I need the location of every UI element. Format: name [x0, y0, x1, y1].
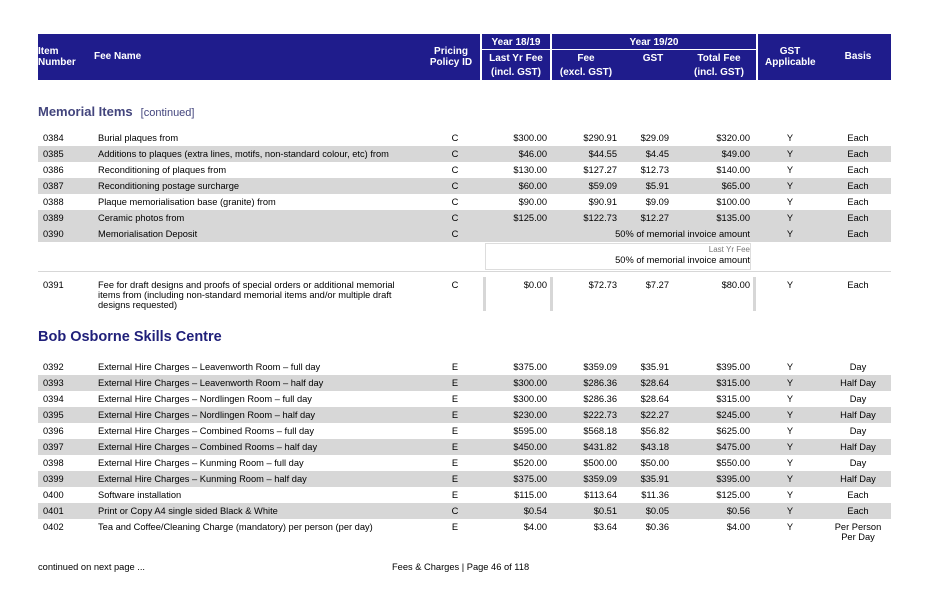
total-fee: $315.00	[716, 378, 750, 388]
gst-amount: $0.36	[645, 522, 669, 532]
total-fee: $0.56	[726, 506, 750, 516]
total-fee: $140.00	[716, 165, 750, 175]
gst-applicable: Y	[786, 474, 794, 484]
table-row	[38, 359, 891, 375]
item-number: 0401	[43, 506, 64, 516]
total-fee: $320.00	[716, 133, 750, 143]
basis: Half Day	[840, 442, 876, 452]
fee-name: External Hire Charges – Leavenworth Room – half day	[98, 378, 324, 388]
gst-applicable: Y	[786, 149, 794, 159]
last-year-fee: $375.00	[513, 474, 547, 484]
gst-amount: $56.82	[640, 426, 669, 436]
pricing-policy: E	[451, 394, 459, 404]
header-gst-applicable	[760, 46, 820, 68]
item-number: 0398	[43, 458, 64, 468]
basis: Each	[847, 133, 869, 143]
fee-name: External Hire Charges – Nordlingen Room – full day	[98, 394, 312, 404]
basis: Each	[847, 165, 869, 175]
total-fee: $135.00	[716, 213, 750, 223]
total-fee: $395.00	[716, 474, 750, 484]
last-year-fee: $520.00	[513, 458, 547, 468]
total-fee: $625.00	[716, 426, 750, 436]
fee-name: Ceramic photos from	[98, 213, 185, 223]
gst-amount: $4.45	[645, 149, 669, 159]
fee-excl-gst: $113.64	[584, 490, 617, 500]
header-separator	[756, 34, 758, 80]
gst-amount: $28.64	[640, 394, 669, 404]
item-number: 0402	[43, 522, 64, 532]
fee-excl-gst: $500.00	[583, 458, 617, 468]
table-row	[38, 146, 891, 162]
gst-applicable: Y	[786, 394, 794, 404]
basis-line: Per Day	[841, 532, 875, 542]
gst-amount: $28.64	[640, 378, 669, 388]
gst-amount: $12.73	[640, 165, 669, 175]
last-year-fee: $46.00	[518, 149, 547, 159]
fee-excl-gst: $0.51	[593, 506, 617, 516]
fee-excl-gst: $286.36	[583, 394, 617, 404]
gst-applicable: Y	[786, 165, 794, 175]
gst-amount: $11.36	[641, 490, 669, 500]
header-item-number	[38, 46, 78, 68]
last-year-fee: $375.00	[513, 362, 547, 372]
pricing-policy: E	[451, 426, 459, 436]
basis: Each	[847, 229, 869, 239]
fee-excl-gst: $290.91	[583, 133, 617, 143]
pricing-policy: C	[451, 133, 459, 143]
draft-block	[38, 277, 891, 317]
gst-applicable: Y	[786, 362, 794, 372]
fee-excl-gst: $222.73	[583, 410, 617, 420]
section-title-text: Memorial Items	[38, 104, 133, 119]
table-row	[38, 391, 891, 407]
gst-applicable: Y	[786, 426, 794, 436]
basis: Day	[849, 394, 867, 404]
header-fee: Fee	[577, 53, 595, 64]
item-number: 0385	[43, 149, 64, 159]
gst-amount: $50.00	[640, 458, 669, 468]
basis: Each	[847, 213, 869, 223]
gst-applicable: Y	[786, 197, 794, 207]
last-year-amount: 50% of memorial invoice amount	[615, 255, 750, 265]
gst-applicable: Y	[786, 213, 794, 223]
header-excl-gst: (excl. GST)	[559, 67, 613, 78]
header-total-incl-gst: (incl. GST)	[694, 67, 744, 78]
pricing-policy: C	[451, 165, 459, 175]
last-row-block	[38, 519, 891, 545]
basis-line: Per Person	[834, 522, 882, 532]
fee-name: External Hire Charges – Kunming Room – full day	[98, 458, 304, 468]
total-fee: $395.00	[716, 362, 750, 372]
fee-name: Additions to plaques (extra lines, motifs, non-standard colour, etc) from	[98, 149, 389, 159]
header-last-yr-fee: Last Yr Fee	[489, 53, 543, 64]
header-last-incl-gst: (incl. GST)	[491, 67, 541, 78]
header-item-number-label: Item Number	[38, 46, 76, 68]
last-year-fee: $0.00	[523, 280, 547, 290]
table-row	[38, 519, 891, 545]
item-number: 0388	[43, 197, 64, 207]
fee-name: External Hire Charges – Nordlingen Room – half day	[98, 410, 316, 420]
last-year-fee: $300.00	[513, 378, 547, 388]
basis: Each	[847, 181, 869, 191]
section-continued-label: [continued]	[140, 107, 195, 119]
gst-amount: $9.09	[645, 197, 669, 207]
deposit-block	[38, 226, 891, 272]
basis: Each	[847, 506, 869, 516]
header-basis: Basis	[844, 51, 872, 62]
fee-name: Reconditioning of plaques from	[98, 165, 227, 175]
table-row	[38, 178, 891, 194]
gst-applicable: Y	[786, 522, 794, 532]
fee-name-line: Fee for draft designs and proofs of special orders or additional memorial	[98, 280, 395, 290]
gst-applicable: Y	[786, 490, 794, 500]
last-year-fee: $125.00	[513, 213, 547, 223]
header-year-1819: Year 18/19	[491, 37, 541, 48]
item-number: 0395	[43, 410, 64, 420]
skills-centre-table	[38, 359, 891, 519]
header-fee-name: Fee Name	[94, 51, 142, 62]
last-year-fee: $300.00	[513, 394, 547, 404]
total-fee: $475.00	[716, 442, 750, 452]
fee-name: External Hire Charges – Combined Rooms – full day	[98, 426, 314, 436]
total-fee: $80.00	[721, 280, 750, 290]
item-number: 0397	[43, 442, 64, 452]
pricing-policy: E	[451, 522, 459, 532]
fee-excl-gst: $122.73	[583, 213, 617, 223]
total-fee: $245.00	[716, 410, 750, 420]
gst-applicable: Y	[786, 133, 794, 143]
fee-name: External Hire Charges – Leavenworth Room – full day	[98, 362, 321, 372]
table-row	[38, 439, 891, 455]
basis: Each	[847, 149, 869, 159]
pricing-policy: E	[451, 474, 459, 484]
pricing-policy: E	[451, 378, 459, 388]
gst-applicable: Y	[786, 458, 794, 468]
gst-applicable: Y	[786, 229, 794, 239]
fee-excl-gst: $431.82	[583, 442, 617, 452]
pricing-policy: C	[451, 197, 459, 207]
table-row	[38, 130, 891, 146]
fee-name: Software installation	[98, 490, 182, 500]
fee-name: Print or Copy A4 single sided Black & White	[98, 506, 278, 516]
last-year-fee: $595.00	[513, 426, 547, 436]
gst-amount: $35.91	[640, 362, 669, 372]
fee-excl-gst: $59.09	[588, 181, 617, 191]
table-header	[38, 34, 891, 80]
item-number: 0391	[43, 280, 64, 290]
fee-name: External Hire Charges – Kunming Room – half day	[98, 474, 307, 484]
table-row	[38, 471, 891, 487]
gst-amount: $0.05	[645, 506, 669, 516]
fee-excl-gst: $3.64	[593, 522, 617, 532]
item-number: 0384	[43, 133, 64, 143]
header-total-fee: Total Fee	[697, 53, 741, 64]
item-number: 0396	[43, 426, 64, 436]
gst-amount: $29.09	[640, 133, 669, 143]
fee-name: Reconditioning postage surcharge	[98, 181, 240, 191]
table-row	[38, 375, 891, 391]
fee-excl-gst: $127.27	[583, 165, 617, 175]
item-number: 0390	[43, 229, 64, 239]
fee-excl-gst: $286.36	[583, 378, 617, 388]
total-fee: $315.00	[716, 394, 750, 404]
pricing-policy: C	[451, 280, 459, 290]
fee-name: Tea and Coffee/Cleaning Charge (mandatory) per person (per day)	[98, 522, 373, 532]
pricing-policy: C	[451, 181, 459, 191]
item-number: 0399	[43, 474, 64, 484]
item-number: 0389	[43, 213, 64, 223]
merged-amount: 50% of memorial invoice amount	[615, 229, 750, 239]
gst-applicable: Y	[786, 442, 794, 452]
fee-name: External Hire Charges – Combined Rooms – half day	[98, 442, 318, 452]
item-number: 0393	[43, 378, 64, 388]
header-pricing-policy	[426, 46, 476, 68]
basis: Each	[847, 280, 869, 290]
total-fee: $4.00	[726, 522, 750, 532]
gst-amount: $43.18	[640, 442, 669, 452]
table-row	[38, 162, 891, 178]
table-row	[38, 407, 891, 423]
fee-name-line: items from (including non-standard memorial items and/or multiple draft	[98, 290, 392, 300]
pricing-policy: E	[451, 490, 459, 500]
basis: Day	[849, 426, 867, 436]
fee-excl-gst: $359.09	[583, 362, 617, 372]
gst-amount: $12.27	[640, 213, 669, 223]
item-number: 0392	[43, 362, 64, 372]
basis	[828, 522, 888, 542]
last-year-fee: $4.00	[523, 522, 547, 532]
item-number: 0387	[43, 181, 64, 191]
last-year-fee: $130.00	[513, 165, 547, 175]
basis: Half Day	[840, 410, 876, 420]
header-divider	[482, 49, 550, 50]
last-year-fee: $90.00	[518, 197, 547, 207]
fee-excl-gst: $90.91	[588, 197, 617, 207]
table-row	[38, 487, 891, 503]
gst-applicable: Y	[786, 181, 794, 191]
fee-excl-gst: $44.55	[588, 149, 617, 159]
last-year-fee: $60.00	[518, 181, 547, 191]
gst-amount: $22.27	[640, 410, 669, 420]
gst-applicable: Y	[786, 410, 794, 420]
fee-name: Plaque memorialisation base (granite) from	[98, 197, 276, 207]
basis: Half Day	[840, 474, 876, 484]
gst-applicable: Y	[786, 280, 794, 290]
fee-name: Burial plaques from	[98, 133, 179, 143]
last-year-fee: $450.00	[513, 442, 547, 452]
item-number: 0400	[43, 490, 64, 500]
header-year-1920: Year 19/20	[629, 37, 679, 48]
item-number: 0386	[43, 165, 64, 175]
total-fee: $65.00	[721, 181, 750, 191]
gst-amount: $7.27	[645, 280, 669, 290]
basis: Half Day	[840, 378, 876, 388]
section-title-memorial	[38, 104, 891, 124]
basis: Each	[847, 197, 869, 207]
fee-table-page	[38, 34, 891, 545]
pricing-policy: E	[451, 458, 459, 468]
fee-excl-gst: $72.73	[588, 280, 617, 290]
footer-continued: continued on next page ...	[38, 562, 145, 572]
pricing-policy: C	[451, 506, 459, 516]
last-year-fee: $300.00	[513, 133, 547, 143]
table-row	[38, 503, 891, 519]
fee-name	[98, 280, 395, 310]
total-fee: $100.00	[716, 197, 750, 207]
total-fee: $125.00	[716, 490, 750, 500]
last-year-fee: $230.00	[513, 410, 547, 420]
pricing-policy: C	[451, 229, 459, 239]
last-year-fee: $115.00	[514, 490, 547, 500]
pricing-policy: E	[451, 362, 459, 372]
last-year-fee: $0.54	[523, 506, 547, 516]
fee-name-line: designs requested)	[98, 300, 178, 310]
header-pricing-policy-label: Pricing Policy ID	[429, 46, 473, 68]
total-fee: $49.00	[721, 149, 750, 159]
table-row	[38, 277, 891, 317]
last-year-label: Last Yr Fee	[708, 245, 750, 254]
section-title-bob-osborne: Bob Osborne Skills Centre	[38, 329, 222, 345]
memorial-table	[38, 130, 891, 226]
pricing-policy: C	[451, 213, 459, 223]
footer-page-number: Fees & Charges | Page 46 of 118	[392, 562, 530, 572]
fee-excl-gst: $568.18	[583, 426, 617, 436]
basis: Day	[849, 458, 867, 468]
gst-applicable: Y	[786, 378, 794, 388]
fee-name: Memorialisation Deposit	[98, 229, 198, 239]
pricing-policy: C	[451, 149, 459, 159]
gst-amount: $5.91	[645, 181, 669, 191]
table-row	[38, 226, 891, 242]
header-gst: GST	[642, 53, 664, 64]
total-fee: $550.00	[716, 458, 750, 468]
item-number: 0394	[43, 394, 64, 404]
table-row	[38, 210, 891, 226]
last-year-note	[38, 242, 891, 272]
header-gst-applicable-label: GST Applicable	[765, 46, 816, 68]
pricing-policy: E	[451, 410, 459, 420]
basis: Each	[847, 490, 869, 500]
pricing-policy: E	[451, 442, 459, 452]
gst-applicable: Y	[786, 506, 794, 516]
table-row	[38, 455, 891, 471]
header-divider	[552, 49, 756, 50]
table-row	[38, 194, 891, 210]
basis: Day	[849, 362, 867, 372]
gst-amount: $35.91	[640, 474, 669, 484]
fee-excl-gst: $359.09	[583, 474, 617, 484]
table-row	[38, 423, 891, 439]
